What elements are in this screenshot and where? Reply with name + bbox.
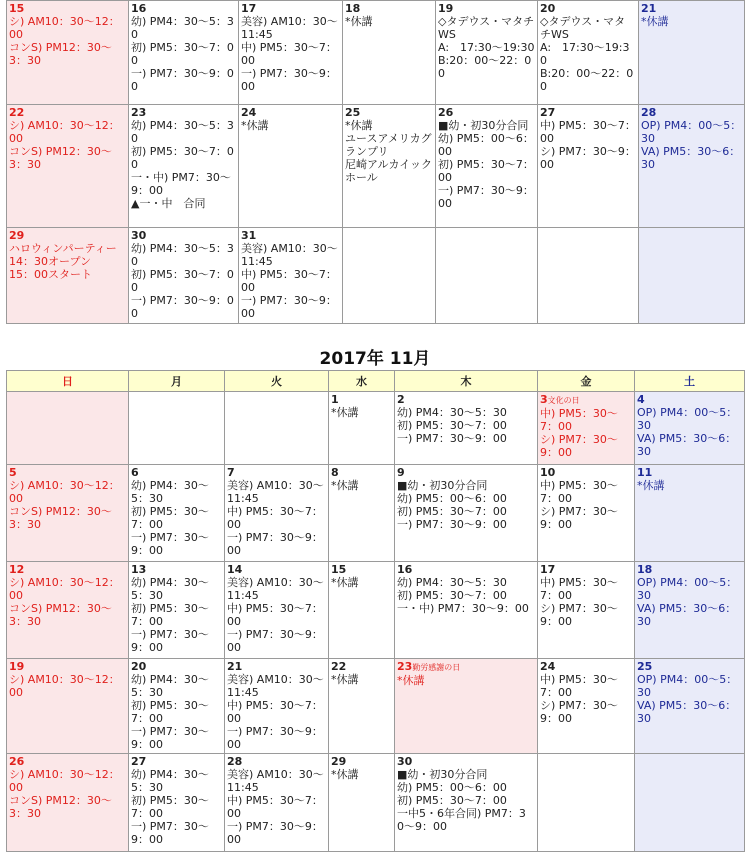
day-number-value: 17 [540, 563, 556, 576]
day-number [331, 563, 392, 576]
day-cell [538, 562, 635, 659]
day-cell [7, 562, 129, 659]
day-cell [329, 659, 395, 754]
schedule-text: 幼) PM4：30〜5：30 初) PM5：30〜7：00 一) PM7：30〜9：00 [131, 242, 234, 320]
day-number [637, 466, 742, 479]
schedule-text: 幼) PM4：30〜5：30 初) PM5：30〜7：00 一) PM7：30〜9：00 [131, 576, 209, 654]
schedule-text: *休講 [637, 479, 665, 492]
day-cell [225, 562, 329, 659]
day-cell [129, 1, 239, 105]
day-number-value: 27 [540, 106, 556, 119]
schedule-text: 幼) PM4：30〜5：30 初) PM5：30〜7：00 一・中) PM7：30〜9：00 ▲一・中 合同 [131, 119, 234, 210]
day-number-value: 12 [9, 563, 25, 576]
day-number-value: 13 [131, 563, 147, 576]
day-cell [239, 105, 343, 228]
day-number-value: 22 [331, 660, 347, 673]
schedule-text: シ) AM10：30〜12：00 コンS) PM12：30〜3：30 [9, 15, 120, 67]
day-number [241, 229, 340, 242]
day-number-value: 6 [131, 466, 139, 479]
schedule-text: *休講 [241, 119, 269, 132]
day-cell [395, 392, 538, 465]
day-cell [129, 105, 239, 228]
day-cell [635, 754, 745, 852]
day-number [438, 106, 535, 119]
day-cell [129, 465, 225, 562]
day-number-value: 21 [641, 2, 657, 15]
day-number [131, 563, 222, 576]
day-cell [395, 465, 538, 562]
day-number [641, 106, 742, 119]
day-number-value: 24 [241, 106, 257, 119]
month-title: 2017年 11月 [319, 349, 431, 369]
schedule-text: シ) AM10：30〜12：00 [9, 673, 120, 699]
day-number [397, 466, 535, 479]
day-number-value: 8 [331, 466, 339, 479]
schedule-text: 中) PM5：30〜7：00 シ) PM7：30〜9：00 [540, 673, 618, 725]
day-cell [239, 228, 343, 324]
day-number-value: 30 [397, 755, 413, 768]
day-number [397, 563, 535, 576]
day-number-value: 1 [331, 393, 339, 406]
day-number [131, 2, 236, 15]
day-cell [129, 754, 225, 852]
day-number [540, 2, 636, 15]
day-cell [7, 1, 129, 105]
schedule-text: 幼) PM4：30〜5：30 初) PM5：30〜7：00 一) PM7：30〜9：00 [131, 479, 209, 557]
day-cell [395, 754, 538, 852]
day-cell [225, 659, 329, 754]
weekday-mon: 月 [129, 371, 225, 392]
schedule-text: 中) PM5：30〜7：00 シ) PM7：30〜9：00 [540, 407, 618, 459]
day-number-value: 18 [345, 2, 361, 15]
schedule-text: ■幼・初30分合同 幼) PM5：00〜6：00 初) PM5：30〜7：00 一) PM7：30〜9：00 [397, 479, 507, 531]
day-number-value: 22 [9, 106, 25, 119]
day-number [641, 2, 742, 15]
day-cell [538, 659, 635, 754]
schedule-text: 幼) PM4：30〜5：30 初) PM5：30〜7：00 一) PM7：30〜9：00 [131, 768, 209, 846]
schedule-text: *休講 ユースアメリカグランプリ 尼崎アルカイックホール [345, 119, 433, 184]
week-row [7, 659, 745, 754]
day-number-value: 15 [9, 2, 25, 15]
day-number [227, 660, 326, 673]
day-cell [436, 105, 538, 228]
day-number-value: 20 [131, 660, 147, 673]
schedule-text: *休講 [331, 406, 359, 419]
day-number [637, 393, 742, 406]
day-number [227, 755, 326, 768]
day-number-value: 29 [331, 755, 347, 768]
schedule-text: 美容) AM10：30〜11:45 中) PM5：30〜7：00 一) PM7：30〜9：00 [227, 673, 324, 751]
day-number [540, 106, 636, 119]
weekday-header-row [7, 371, 745, 392]
day-number-value: 29 [9, 229, 25, 242]
day-number-value: 17 [241, 2, 257, 15]
day-cell [635, 465, 745, 562]
day-number-value: 23 [131, 106, 147, 119]
day-cell [329, 754, 395, 852]
day-cell [129, 228, 239, 324]
day-number [131, 660, 222, 673]
day-number [241, 106, 340, 119]
schedule-text: *休講 [641, 15, 669, 28]
schedule-text: OP) PM4：00〜5：30 VA) PM5：30〜6：30 [641, 119, 742, 171]
day-cell [639, 1, 745, 105]
schedule-text: *休講 [345, 15, 373, 28]
day-cell [7, 105, 129, 228]
day-number [131, 229, 236, 242]
day-number [397, 755, 535, 768]
day-number-value: 5 [9, 466, 17, 479]
week-row [7, 562, 745, 659]
schedule-text: 幼) PM4：30〜5：30 初) PM5：30〜7：00 一・中) PM7：30〜9：00 [397, 576, 529, 615]
schedule-text: *休講 [397, 674, 425, 687]
day-cell [129, 392, 225, 465]
day-number-value: 30 [131, 229, 147, 242]
day-number [331, 393, 392, 406]
schedule-text: 中) PM5：30〜7：00 シ) PM7：30〜9：00 [540, 119, 636, 171]
day-number [9, 466, 126, 479]
day-number-value: 15 [331, 563, 347, 576]
day-number-value: 3 [540, 393, 548, 406]
day-number-value: 31 [241, 229, 257, 242]
schedule-text: 美容) AM10：30〜11:45 中) PM5：30〜7：00 一) PM7：30〜9：00 [241, 242, 338, 320]
day-number [131, 755, 222, 768]
day-number-value: 28 [641, 106, 657, 119]
day-number-value: 7 [227, 466, 235, 479]
schedule-text: 幼) PM4：30〜5：30 初) PM5：30〜7：00 一) PM7：30〜9：00 [131, 673, 209, 751]
day-cell [7, 465, 129, 562]
schedule-text: ■幼・初30分合同 幼) PM5：00〜6：00 初) PM5：30〜7：00 一) PM7：30〜9：00 [438, 119, 534, 210]
day-number [540, 393, 632, 407]
schedule-text: *休講 [331, 673, 359, 686]
schedule-text: 中) PM5：30〜7：00 シ) PM7：30〜9：00 [540, 479, 618, 531]
weekday-sat: 土 [635, 371, 745, 392]
day-cell [7, 659, 129, 754]
day-cell [538, 754, 635, 852]
day-cell [225, 754, 329, 852]
day-cell [538, 1, 639, 105]
day-number [331, 466, 392, 479]
november-calendar [6, 370, 745, 852]
day-number [241, 2, 340, 15]
day-cell [639, 228, 745, 324]
day-cell [538, 392, 635, 465]
day-cell [225, 392, 329, 465]
day-number-value: 28 [227, 755, 243, 768]
day-number-value: 25 [637, 660, 653, 673]
day-number [9, 229, 126, 242]
day-cell [7, 392, 129, 465]
schedule-text: ハロウィンパーティー 14：30オープン 15：00スタート [9, 242, 117, 281]
day-number [397, 393, 535, 406]
schedule-text: シ) AM10：30〜12：00 コンS) PM12：30〜3：30 [9, 768, 120, 820]
day-cell [395, 562, 538, 659]
day-cell [343, 105, 436, 228]
schedule-text: OP) PM4：00〜5：30 VA) PM5：30〜6：30 [637, 576, 738, 628]
weekday-wed: 水 [329, 371, 395, 392]
day-number-value: 24 [540, 660, 556, 673]
day-cell [538, 228, 639, 324]
day-number [131, 466, 222, 479]
day-number-value: 9 [397, 466, 405, 479]
day-cell [635, 659, 745, 754]
day-number-value: 23 [397, 660, 413, 673]
weekday-thu: 木 [395, 371, 538, 392]
day-cell [329, 392, 395, 465]
schedule-text: ◇タデウス・マタチWS A: 17:30〜19:30 B:20：00〜22：00 [438, 15, 535, 80]
day-cell [635, 562, 745, 659]
weekday-sun: 日 [7, 371, 129, 392]
day-cell [225, 465, 329, 562]
day-number-value: 14 [227, 563, 243, 576]
week-row [7, 754, 745, 852]
day-number-value: 18 [637, 563, 653, 576]
schedule-text: 美容) AM10：30〜11:45 中) PM5：30〜7：00 一) PM7：30〜9：00 [227, 479, 324, 557]
week-row [7, 465, 745, 562]
day-number-value: 26 [438, 106, 454, 119]
day-number-value: 25 [345, 106, 361, 119]
schedule-text: 中) PM5：30〜7：00 シ) PM7：30〜9：00 [540, 576, 618, 628]
holiday-name: 勤労感謝の日 [412, 663, 461, 672]
week-row [7, 228, 745, 324]
schedule-text: シ) AM10：30〜12：00 コンS) PM12：30〜3：30 [9, 119, 120, 171]
day-cell [129, 659, 225, 754]
weekday-tue: 火 [225, 371, 329, 392]
schedule-text: OP) PM4：00〜5：30 VA) PM5：30〜6：30 [637, 673, 738, 725]
schedule-text: 美容) AM10：30〜11:45 中) PM5：30〜7：00 一) PM7：30〜9：00 [227, 576, 324, 654]
schedule-text: OP) PM4：00〜5：30 VA) PM5：30〜6：30 [637, 406, 738, 458]
schedule-text: 幼) PM4：30〜5：30 初) PM5：30〜7：00 一) PM7：30〜9：00 [131, 15, 234, 93]
day-number-value: 11 [637, 466, 653, 479]
schedule-text: *休講 [331, 479, 359, 492]
day-number [9, 755, 126, 768]
day-number [345, 106, 433, 119]
weekday-fri: 金 [538, 371, 635, 392]
schedule-text: シ) AM10：30〜12：00 コンS) PM12：30〜3：30 [9, 576, 120, 628]
day-cell [436, 228, 538, 324]
day-number [637, 563, 742, 576]
day-number [331, 755, 392, 768]
week-row [7, 105, 745, 228]
day-number [540, 660, 632, 673]
day-number [540, 563, 632, 576]
day-number-value: 16 [397, 563, 413, 576]
day-cell [343, 1, 436, 105]
day-number [131, 106, 236, 119]
day-number [9, 563, 126, 576]
day-number [9, 660, 126, 673]
day-cell [538, 465, 635, 562]
schedule-text: 幼) PM4：30〜5：30 初) PM5：30〜7：00 一) PM7：30〜9：00 [397, 406, 507, 445]
day-number [540, 466, 632, 479]
day-number-value: 20 [540, 2, 556, 15]
day-number-value: 16 [131, 2, 147, 15]
day-number [227, 563, 326, 576]
day-number [9, 106, 126, 119]
day-cell [239, 1, 343, 105]
day-cell [436, 1, 538, 105]
day-number [227, 466, 326, 479]
day-number [9, 2, 126, 15]
day-cell [538, 105, 639, 228]
schedule-text: *休講 [331, 576, 359, 589]
day-number-value: 19 [438, 2, 454, 15]
day-number [331, 660, 392, 673]
day-cell [129, 562, 225, 659]
day-cell [395, 659, 538, 754]
schedule-text: *休講 [331, 768, 359, 781]
day-cell [7, 754, 129, 852]
day-cell [329, 465, 395, 562]
holiday-name: 文化の日 [547, 396, 580, 405]
day-number [438, 2, 535, 15]
october-calendar [6, 0, 745, 324]
schedule-text: シ) AM10：30〜12：00 コンS) PM12：30〜3：30 [9, 479, 120, 531]
day-number [345, 2, 433, 15]
schedule-text: 美容) AM10：30〜11:45 中) PM5：30〜7：00 一) PM7：30〜9：00 [227, 768, 324, 846]
schedule-text: 美容) AM10：30〜11:45 中) PM5：30〜7：00 一) PM7：30〜9：00 [241, 15, 338, 93]
day-cell [343, 228, 436, 324]
day-cell [329, 562, 395, 659]
day-number-value: 2 [397, 393, 405, 406]
day-number-value: 10 [540, 466, 556, 479]
week-row [7, 1, 745, 105]
day-cell [639, 105, 745, 228]
day-number-value: 21 [227, 660, 243, 673]
schedule-text: ◇タデウス・マタチWS A: 17:30〜19:30 B:20：00〜22：00 [540, 15, 634, 93]
week-row [7, 392, 745, 465]
day-number-value: 4 [637, 393, 645, 406]
day-cell [7, 228, 129, 324]
day-number-value: 26 [9, 755, 25, 768]
day-number [637, 660, 742, 673]
day-number-value: 19 [9, 660, 25, 673]
day-number-value: 27 [131, 755, 147, 768]
day-number [397, 660, 535, 674]
day-cell [635, 392, 745, 465]
schedule-text: ■幼・初30分合同 幼) PM5：00〜6：00 初) PM5：30〜7：00 一中5・6年合同) PM7：30〜9：00 [397, 768, 526, 833]
